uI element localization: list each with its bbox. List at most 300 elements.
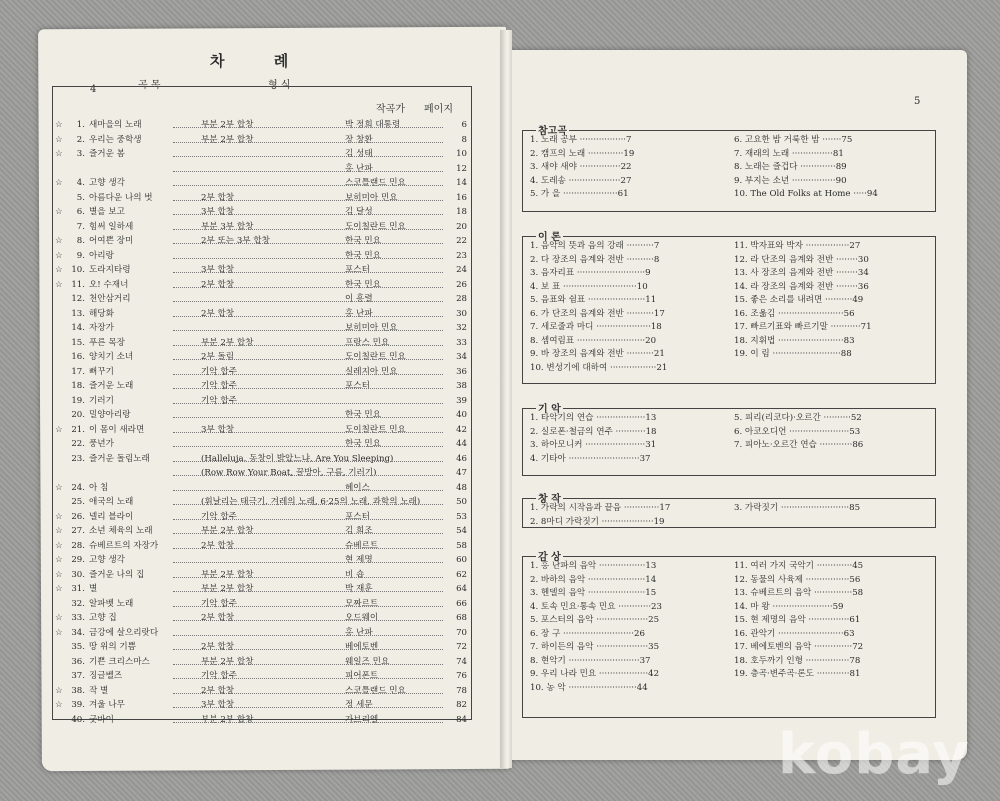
row-form: 2부 또는 3부 합창 xyxy=(201,236,270,246)
dot-leader xyxy=(173,142,443,143)
row-number: 9. xyxy=(76,250,85,261)
row-number: 23. xyxy=(71,453,85,464)
section-entry: 9. 부지는 소년 ················90 xyxy=(734,175,847,186)
row-form: (Row Row Your Boat, 꿀방아, 구름, 기러기) xyxy=(201,468,377,478)
dot-leader xyxy=(173,200,443,201)
dot-leader xyxy=(173,475,443,476)
row-star: ☆ xyxy=(55,613,63,623)
section-label: 참고곡 xyxy=(536,122,569,137)
row-number: 11. xyxy=(71,279,85,290)
dot-leader xyxy=(173,432,443,433)
section-entry: 14. 라 장조의 음계와 전반 ········36 xyxy=(734,281,869,292)
row-song-title: 양치기 소녀 xyxy=(89,352,134,362)
row-page: 64 xyxy=(456,584,467,594)
row-form: 3부 합창 xyxy=(201,700,235,710)
row-page: 58 xyxy=(456,540,467,551)
row-page: 38 xyxy=(456,381,467,391)
row-composer: 베에토벤 xyxy=(345,642,379,652)
row-composer: 홍 난파 xyxy=(345,163,373,174)
row-page: 74 xyxy=(456,656,467,667)
row-composer: 박 재훈 xyxy=(345,584,373,594)
section-label: 이 론 xyxy=(536,228,563,243)
dot-leader xyxy=(173,562,443,563)
section-entry: 3. 가락짓기 ·························85 xyxy=(734,503,861,513)
dot-leader xyxy=(173,490,443,491)
section-entry: 19. 층곡·변주곡·론도 ············81 xyxy=(734,669,861,679)
dot-leader xyxy=(173,446,443,447)
row-song-title: 슈베르트의 자장가 xyxy=(89,540,159,551)
row-page: 40 xyxy=(456,410,467,420)
row-number: 8. xyxy=(76,236,85,246)
row-page: 10 xyxy=(456,149,467,159)
section-entry: 15. 좋은 소리를 내려면 ··········49 xyxy=(734,295,864,305)
row-composer: 현 제명 xyxy=(345,555,373,565)
section-entry: 16. 조옮김 ························56 xyxy=(734,308,855,319)
dot-leader xyxy=(173,127,443,128)
section-label: 기 악 xyxy=(536,400,563,415)
row-song-title: 어여쁜 장미 xyxy=(89,236,134,246)
row-number: 1. xyxy=(76,120,85,130)
section-entry: 1. 타악기의 연습 ··················13 xyxy=(530,413,657,423)
row-song-title: 금강에 살으리랏다 xyxy=(89,627,159,638)
section-label: 감 상 xyxy=(536,548,563,563)
row-composer: 도이칠란트 민요 xyxy=(345,424,406,435)
row-star: ☆ xyxy=(55,482,63,493)
section-entry: 3. 헨델의 음악 ·····················15 xyxy=(530,588,657,598)
row-page: 20 xyxy=(456,221,467,232)
row-song-title: 애국의 노래 xyxy=(89,497,134,507)
section-entry: 17. 베에토벤의 음악 ··············72 xyxy=(734,642,864,652)
row-composer: 실레지아 민요 xyxy=(345,366,398,377)
dot-leader xyxy=(173,330,443,331)
section-entry: 2. 바하의 음악 ·····················14 xyxy=(530,574,657,585)
row-form: 2부 합창 xyxy=(201,279,235,290)
row-number: 38. xyxy=(71,685,85,696)
row-song-title: 즐거운 돌림노래 xyxy=(89,453,150,464)
row-page: 78 xyxy=(456,685,467,696)
dot-leader xyxy=(173,461,443,462)
row-composer: 김 희조 xyxy=(345,526,373,536)
row-number: 12. xyxy=(71,294,85,304)
row-form: (Halleluja, 동창이 밝았느냐, Are You Sleeping) xyxy=(201,453,394,464)
row-song-title: 기쁜 크리스마스 xyxy=(89,656,150,667)
row-number: 28. xyxy=(71,540,85,551)
row-form: 2부 합창 xyxy=(201,192,235,203)
row-page: 8 xyxy=(461,134,467,145)
toc-title: 차 례 xyxy=(210,52,311,70)
row-song-title: 땅 위의 기쁨 xyxy=(89,642,136,652)
row-star: ☆ xyxy=(55,700,63,710)
section-entry: 9. 바 장조의 음계와 전반 ··········21 xyxy=(530,349,665,359)
section-entry: 1. 노래 공부 ·················7 xyxy=(530,135,632,145)
row-song-title: 힘써 일하세 xyxy=(89,221,134,232)
section-entry: 3. 새야 새야 ···············22 xyxy=(530,162,632,172)
row-page: 82 xyxy=(456,700,467,710)
row-composer: 보히미아 민요 xyxy=(345,323,398,333)
row-page: 76 xyxy=(456,671,467,681)
row-page: 39 xyxy=(456,395,467,406)
dot-leader xyxy=(173,533,443,534)
row-form: 부분 2부 합창 xyxy=(201,337,254,348)
dot-leader xyxy=(173,548,443,549)
row-form: 2부 합창 xyxy=(201,540,235,551)
row-form: 기악 합주 xyxy=(201,511,237,522)
dot-leader xyxy=(173,577,443,578)
row-composer: 정 세문 xyxy=(345,700,373,710)
row-star: ☆ xyxy=(55,555,63,565)
row-number: 3. xyxy=(76,149,85,159)
row-number: 24. xyxy=(71,482,85,493)
row-song-title: 해당화 xyxy=(89,308,114,319)
row-star: ☆ xyxy=(55,120,63,130)
row-page: 33 xyxy=(456,337,467,348)
section-entry: 7. 피아노·오르간 연습 ············86 xyxy=(734,440,864,450)
row-number: 16. xyxy=(71,352,85,362)
row-composer: 한국 민요 xyxy=(345,236,381,246)
row-page: 26 xyxy=(456,279,467,290)
row-song-title: 별 xyxy=(89,584,98,594)
row-song-title: 기러기 xyxy=(89,395,114,406)
row-composer: 이 흥렬 xyxy=(345,294,373,304)
dot-leader xyxy=(173,229,443,230)
row-composer: 오드웨이 xyxy=(345,613,379,623)
header-composer: 작곡가 xyxy=(376,104,405,115)
row-composer: 웨일즈 민요 xyxy=(345,656,390,667)
row-number: 30. xyxy=(71,569,85,580)
row-number: 34. xyxy=(71,627,85,638)
row-composer: 헤이스 xyxy=(345,482,370,493)
row-composer: 슈베르트 xyxy=(345,540,379,551)
dot-leader xyxy=(173,359,443,360)
row-star: ☆ xyxy=(55,584,63,594)
row-number: 19. xyxy=(71,395,85,406)
toc-row xyxy=(53,712,471,728)
row-number: 39. xyxy=(71,700,85,710)
row-song-title: 오! 수재너 xyxy=(89,279,129,290)
section-entry: 14. 마 왕 ······················59 xyxy=(734,601,844,612)
row-form: (휘날리는 태극기, 겨레의 노래, 6·25의 노래, 과학의 노래) xyxy=(201,497,421,507)
section-entry: 4. 도레송 ···················27 xyxy=(530,175,632,186)
section-entry: 5. 피리(리코다)·오르간 ··········52 xyxy=(734,413,862,423)
row-composer: 포스터 xyxy=(345,265,370,275)
row-page: 46 xyxy=(456,453,467,464)
dot-leader xyxy=(173,664,443,665)
row-form: 부분 2부 합창 xyxy=(201,714,254,725)
row-form: 2부 합창 xyxy=(201,613,235,623)
section-entry: 4. 토속 민요·통속 민요 ············23 xyxy=(530,601,662,612)
row-song-title: 고향 생각 xyxy=(89,178,125,188)
header-form: 형 식 xyxy=(268,80,291,91)
section-entry: 10. 변성기에 대하여 ·················21 xyxy=(530,362,668,373)
row-number: 17. xyxy=(71,366,85,377)
row-number: 2. xyxy=(76,134,85,145)
row-form: 부분 2부 합창 xyxy=(201,134,254,145)
section-entry: 19. 이 림 ·························88 xyxy=(734,349,852,359)
row-form: 2부 합창 xyxy=(201,308,235,319)
dot-leader xyxy=(173,722,443,723)
row-composer: 한국 민요 xyxy=(345,439,381,449)
row-song-title: 겨울 나무 xyxy=(89,700,125,710)
section-entry: 10. The Old Folks at Home ·····94 xyxy=(734,189,878,199)
row-number: 10. xyxy=(71,265,85,275)
section-entry: 18. 호두까기 인형 ················78 xyxy=(734,655,861,666)
row-song-title: 우리는 중학생 xyxy=(89,134,142,145)
dot-leader xyxy=(173,417,443,418)
row-number: 26. xyxy=(71,511,85,522)
row-number: 22. xyxy=(71,439,85,449)
row-star: ☆ xyxy=(55,134,63,145)
row-number: 27. xyxy=(71,526,85,536)
row-song-title: 밀양아리랑 xyxy=(89,410,131,420)
row-page: 53 xyxy=(456,511,467,522)
row-number: 31. xyxy=(71,584,85,594)
section-entry: 2. 캠프의 노래 ·············19 xyxy=(530,148,635,159)
row-song-title: 굿바이 xyxy=(89,714,114,725)
row-number: 35. xyxy=(71,642,85,652)
row-page: 32 xyxy=(456,323,467,333)
section-entry: 9. 우리 나라 민요 ··················42 xyxy=(530,669,660,679)
row-page: 24 xyxy=(456,265,467,275)
section-entry: 3. 하아모니커 ······················31 xyxy=(530,440,657,450)
dot-leader xyxy=(173,287,443,288)
section-entry: 4. 보 표 ···························10 xyxy=(530,281,648,292)
row-form: 2부 합창 xyxy=(201,642,235,652)
row-composer: 장 창환 xyxy=(345,134,373,145)
section-entry: 7. 재래의 노래 ···············81 xyxy=(734,148,844,159)
row-number: 5. xyxy=(76,192,85,203)
row-song-title: 푸른 목장 xyxy=(89,337,125,348)
row-composer: 한국 민요 xyxy=(345,279,381,290)
dot-leader xyxy=(173,243,443,244)
row-page: 36 xyxy=(456,366,467,377)
section-entry: 6. 가 단조의 음계와 전반 ··········17 xyxy=(530,308,665,319)
row-number: 18. xyxy=(71,381,85,391)
row-form: 기악 합주 xyxy=(201,381,237,391)
row-form: 기악 합주 xyxy=(201,395,237,406)
row-song-title: 작 별 xyxy=(89,685,109,696)
section-entry: 8. 노래는 즐겁다 ·············89 xyxy=(734,162,847,172)
dot-leader xyxy=(173,272,443,273)
row-composer: 한국 민요 xyxy=(345,410,381,420)
dot-leader xyxy=(173,171,443,172)
row-star: ☆ xyxy=(55,207,63,217)
dot-leader xyxy=(173,707,443,708)
section-entry: 1. 가락의 시작음과 끝음 ·············17 xyxy=(530,503,671,513)
row-composer: 홍 난파 xyxy=(345,627,373,638)
row-page: 48 xyxy=(456,482,467,493)
section-entry: 6. 장 구 ··························26 xyxy=(530,628,645,639)
dot-leader xyxy=(173,403,443,404)
dot-leader xyxy=(173,374,443,375)
row-number: 36. xyxy=(71,656,85,667)
section-entry: 11. 박자표와 박자 ················27 xyxy=(734,241,861,251)
section-entry: 7. 하이든의 음악 ···················35 xyxy=(530,642,660,652)
dot-leader xyxy=(173,258,443,259)
section-entry: 8. 현악기 ··························37 xyxy=(530,655,651,666)
row-page: 42 xyxy=(456,424,467,435)
row-number: 14. xyxy=(71,323,85,333)
row-song-title: 고향 생각 xyxy=(89,555,125,565)
row-form: 부분 3부 합창 xyxy=(201,221,254,232)
row-song-title: 아리랑 xyxy=(89,250,114,261)
row-number: 21. xyxy=(71,424,85,435)
row-page: 6 xyxy=(461,120,467,130)
row-composer: 비 숍 xyxy=(345,569,365,580)
row-song-title: 소년 체육의 노래 xyxy=(89,526,153,536)
dot-leader xyxy=(173,301,443,302)
section-entry: 16. 관악기 ························63 xyxy=(734,628,855,639)
row-composer: 김 달성 xyxy=(345,207,373,217)
row-song-title: 알파벳 노래 xyxy=(89,598,134,609)
row-number: 32. xyxy=(71,598,85,609)
row-composer: 프랑스 민요 xyxy=(345,337,390,348)
row-star: ☆ xyxy=(55,149,63,159)
row-number: 37. xyxy=(71,671,85,681)
row-page: 28 xyxy=(456,294,467,304)
row-star: ☆ xyxy=(55,265,63,275)
section-entry: 1. 음악의 뜻과 음의 강래 ··········7 xyxy=(530,241,660,251)
header-title: 곡 목 xyxy=(138,80,161,91)
dot-leader xyxy=(173,591,443,592)
section-entry: 5. 가 을 ····················61 xyxy=(530,189,629,199)
row-page: 14 xyxy=(456,178,467,188)
section-entry: 3. 음자리표 ·························9 xyxy=(530,268,651,278)
row-star: ☆ xyxy=(55,685,63,696)
section-entry: 12. 라 단조의 음계와 전반 ········30 xyxy=(734,254,869,265)
row-page: 50 xyxy=(456,497,467,507)
row-form: 2부 돌림 xyxy=(201,352,235,362)
row-song-title: 새마을의 노래 xyxy=(89,120,142,130)
row-composer: 스코틀랜드 민요 xyxy=(345,178,406,188)
row-composer: 도이칠란트 민요 xyxy=(345,221,406,232)
row-star: ☆ xyxy=(55,540,63,551)
row-composer: 한국 민요 xyxy=(345,250,381,261)
dot-leader xyxy=(173,678,443,679)
row-form: 2부 합창 xyxy=(201,685,235,696)
section-entry: 6. 고요한 밤 거룩한 밤 ·······75 xyxy=(734,135,853,145)
section-entry: 13. 슈베르트의 음악 ··············58 xyxy=(734,588,864,598)
row-form: 기악 합주 xyxy=(201,366,237,377)
row-number: 25. xyxy=(71,497,85,507)
row-composer: 피어폰트 xyxy=(345,671,379,681)
row-number: 7. xyxy=(76,221,85,232)
row-song-title: 이 몸이 새라면 xyxy=(89,424,145,435)
row-composer: 보히미아 민요 xyxy=(345,192,398,203)
row-page: 30 xyxy=(456,308,467,319)
dot-leader xyxy=(173,185,443,186)
dot-leader xyxy=(173,649,443,650)
row-page: 62 xyxy=(456,569,467,580)
section-entry: 2. 8마디 가락짓기 ···················19 xyxy=(530,516,665,527)
row-song-title: 즐거운 노래 xyxy=(89,381,134,391)
row-form: 3부 합창 xyxy=(201,207,235,217)
dot-leader xyxy=(173,606,443,607)
row-form: 3부 합창 xyxy=(201,424,235,435)
row-form: 부분 2부 합창 xyxy=(201,120,254,130)
row-composer: 포스터 xyxy=(345,511,370,522)
row-page: 70 xyxy=(456,627,467,638)
book-spine xyxy=(500,30,512,768)
row-number: 40. xyxy=(71,714,85,725)
row-page: 44 xyxy=(456,439,467,449)
row-composer: 도이칠란트 민요 xyxy=(345,352,406,362)
section-entry: 4. 기타아 ··························37 xyxy=(530,453,651,464)
row-star: ☆ xyxy=(55,250,63,261)
row-page: 47 xyxy=(456,468,467,478)
row-page: 54 xyxy=(456,526,467,536)
row-page: 68 xyxy=(456,613,467,623)
row-page: 23 xyxy=(456,250,467,261)
dot-leader xyxy=(173,345,443,346)
row-page: 12 xyxy=(456,163,467,174)
row-page: 60 xyxy=(456,555,467,565)
row-composer: 모짜르트 xyxy=(345,598,379,609)
row-star: ☆ xyxy=(55,236,63,246)
row-song-title: 넬리 블라이 xyxy=(89,511,134,522)
row-form: 기악 합주 xyxy=(201,671,237,681)
section-entry: 5. 포스터의 음악 ···················25 xyxy=(530,615,660,625)
row-star: ☆ xyxy=(55,569,63,580)
watermark: kobay xyxy=(778,722,970,787)
section-entry: 5. 음표와 쉼표 ·····················11 xyxy=(530,295,657,305)
dot-leader xyxy=(173,620,443,621)
section-entry: 6. 아코오디언 ······················53 xyxy=(734,426,861,437)
row-form: 부분 2부 합창 xyxy=(201,569,254,580)
row-composer: 김 성태 xyxy=(345,149,373,159)
dot-leader xyxy=(173,388,443,389)
row-form: 기악 합주 xyxy=(201,598,237,609)
row-song-title: 천안삼거리 xyxy=(89,294,131,304)
right-page-number: 5 xyxy=(914,96,921,107)
row-page: 66 xyxy=(456,598,467,609)
row-star: ☆ xyxy=(55,511,63,522)
row-form: 부분 2부 합창 xyxy=(201,526,254,536)
row-song-title: 아름다운 나의 벗 xyxy=(89,192,153,203)
left-page-number: 4 xyxy=(90,84,97,95)
header-page: 페이지 xyxy=(424,104,453,115)
row-song-title: 자장가 xyxy=(89,323,114,333)
section-entry: 15. 현 제명의 음악 ···············61 xyxy=(734,615,861,625)
row-page: 22 xyxy=(456,236,467,246)
dot-leader xyxy=(173,519,443,520)
dot-leader xyxy=(173,693,443,694)
row-form: 부분 2부 합창 xyxy=(201,584,254,594)
row-composer: 박 정희 대통령 xyxy=(345,120,401,130)
section-entry: 1. 홍 난파의 음악 ·················13 xyxy=(530,561,657,571)
row-page: 34 xyxy=(456,352,467,362)
row-song-title: 도라지타령 xyxy=(89,265,131,275)
row-number: 33. xyxy=(71,613,85,623)
row-star: ☆ xyxy=(55,424,63,435)
dot-leader xyxy=(173,504,443,505)
row-song-title: 즐거운 나의 집 xyxy=(89,569,145,580)
toc-table xyxy=(52,86,472,725)
section-entry: 13. 사 장조의 음계와 전반 ········34 xyxy=(734,268,869,278)
row-star: ☆ xyxy=(55,627,63,638)
row-song-title: 뻐꾸기 xyxy=(89,366,114,377)
row-star: ☆ xyxy=(55,178,63,188)
section-entry: 11. 여러 가지 국악기 ·············45 xyxy=(734,561,864,571)
row-song-title: 징글벨즈 xyxy=(89,671,123,681)
row-song-title: 별을 보고 xyxy=(89,207,125,217)
row-song-title: 즐거운 봄 xyxy=(89,149,125,159)
row-number: 13. xyxy=(71,308,85,319)
row-song-title: 아 침 xyxy=(89,482,109,493)
section-entry: 7. 세로줄과 마디 ····················18 xyxy=(530,322,662,332)
row-composer: 가브리엘 xyxy=(345,714,379,725)
row-star: ☆ xyxy=(55,279,63,290)
dot-leader xyxy=(173,635,443,636)
